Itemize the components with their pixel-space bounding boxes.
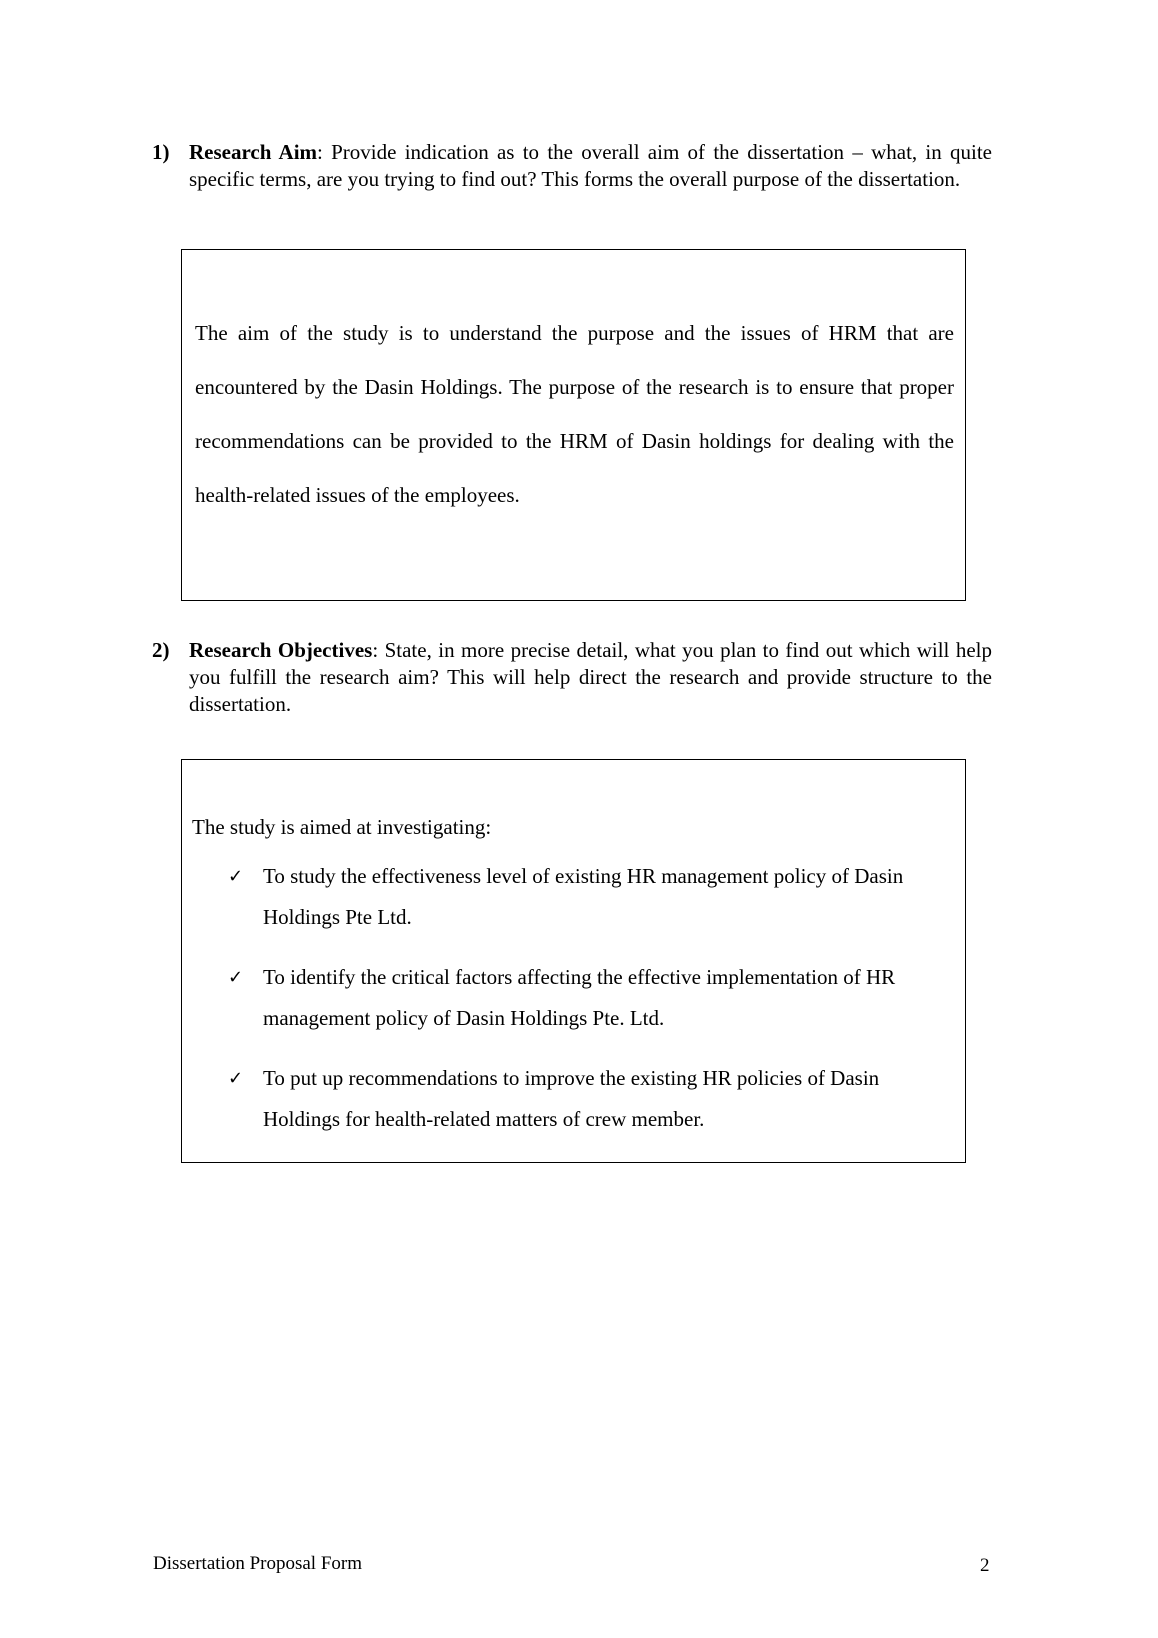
section-description: : Provide indication as to the overall aim of the dissertation – what, in quite specific terms, are you trying to find out? This forms the overall purpose of the dissertation. [189,140,992,191]
section-number: 1) [152,140,170,164]
check-icon: ✓ [228,1068,244,1089]
section-description: : State, in more precise detail, what you plan to find out which will help you fulfill the research aim? This will help direct the research and provide structure to the dissertation. [189,638,992,716]
section-title: Research Aim [189,140,318,164]
research-aim-answer-text: The aim of the study is to understand the purpose and the issues of HRM that are encountered by the Dasin Holdings. The purpose of the research is to ensure that proper recommendations can be provided to the HRM of Dasin holdings for dealing with the health-related issues of the employees. [195,321,954,507]
objective-item [182,957,957,1039]
objectives-list [182,856,957,1159]
objective-text: To study the effectiveness level of existing HR management policy of Dasin Holdings Pte Ltd. [263,864,904,929]
objectives-intro-text: The study is aimed at investigating: [192,815,492,839]
footer-form-label: Dissertation Proposal Form [153,1553,362,1574]
research-objectives-answer-box[interactable] [181,759,966,1163]
research-objectives-heading [152,637,992,718]
footer-page-number: 2 [980,1555,990,1576]
section-prompt [189,637,992,718]
section-title: Research Objectives [189,638,373,662]
objective-text: To put up recommendations to improve the existing HR policies of Dasin Holdings for health-related matters of crew member. [263,1066,880,1131]
objective-item [182,856,957,938]
check-icon: ✓ [228,866,244,887]
section-number: 2) [152,638,170,662]
section-prompt [189,139,992,193]
check-icon: ✓ [228,967,244,988]
research-aim-heading [152,139,992,193]
objective-item [182,1058,957,1140]
research-aim-answer-box[interactable] [181,249,966,601]
objective-text: To identify the critical factors affecting the effective implementation of HR management policy of Dasin Holdings Pte. Ltd. [263,965,896,1030]
